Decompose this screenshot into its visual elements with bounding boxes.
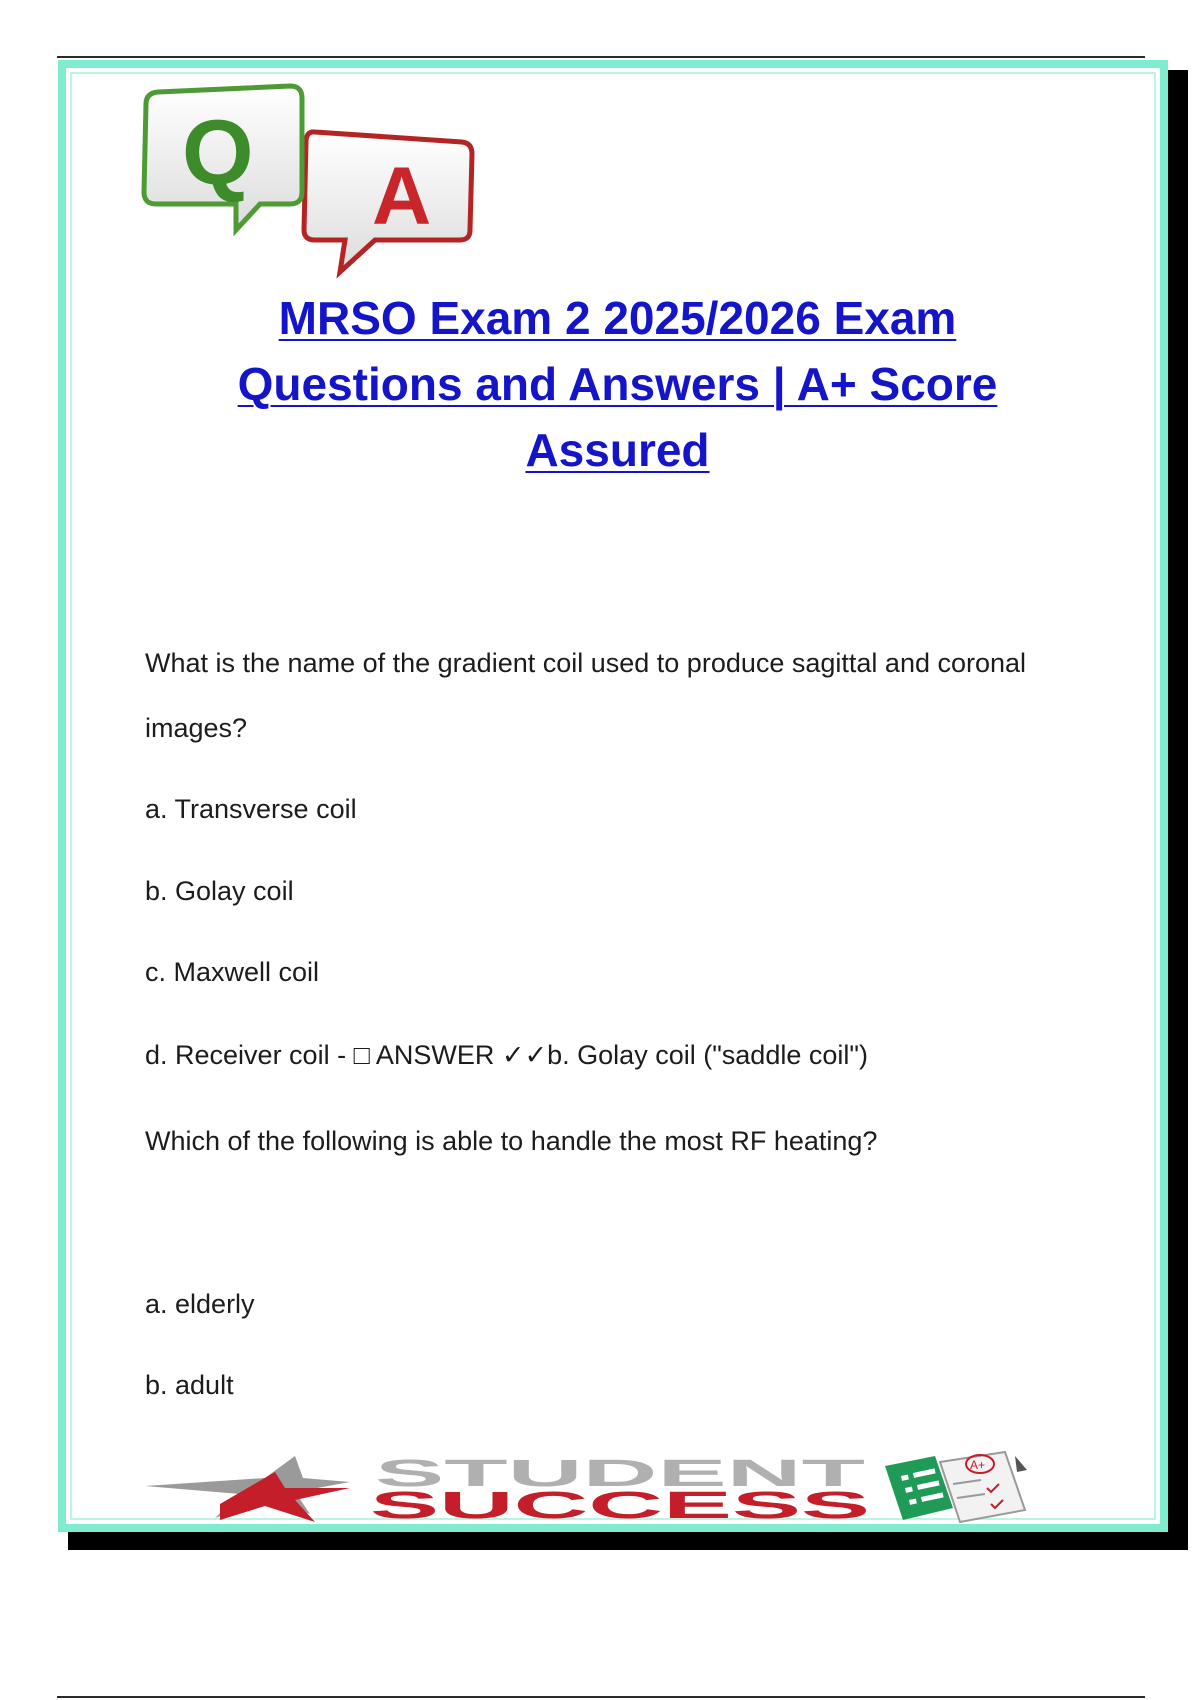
q-letter: Q bbox=[182, 102, 254, 204]
bottom-rule bbox=[57, 1696, 1145, 1698]
title-line-3: Assured bbox=[525, 424, 710, 476]
question-2-option-a: a. elderly bbox=[145, 1289, 255, 1319]
student-success-logo bbox=[145, 1448, 1090, 1528]
a-letter: A bbox=[372, 151, 432, 242]
question-1-option-d-answer: d. Receiver coil - □ ANSWER ✓✓b. Golay coil ("saddle coil") bbox=[145, 1040, 868, 1070]
brand-student: STUDENT bbox=[375, 1453, 865, 1495]
q-bubble bbox=[144, 86, 302, 230]
title-line-2: Questions and Answers | A+ Score bbox=[237, 358, 998, 410]
question-1-option-c: c. Maxwell coil bbox=[145, 957, 320, 987]
top-rule bbox=[57, 56, 1145, 58]
question-2-option-b: b. adult bbox=[145, 1370, 234, 1400]
question-1-option-a: a. Transverse coil bbox=[145, 794, 357, 824]
star-emblem-icon bbox=[145, 1456, 350, 1522]
question-2-text: Which of the following is able to handle the most RF heating? bbox=[145, 1126, 878, 1156]
graded-paper-icon bbox=[940, 1452, 1027, 1522]
title-line-1: MRSO Exam 2 2025/2026 Exam bbox=[278, 292, 957, 344]
brand-success: SUCCESS bbox=[370, 1485, 870, 1527]
grade-badge: A+ bbox=[970, 1458, 986, 1472]
document-title bbox=[150, 285, 1085, 483]
question-1-text-line-1: What is the name of the gradient coil used to produce sagittal and coronal bbox=[145, 648, 1027, 678]
a-bubble bbox=[304, 132, 472, 272]
question-1-option-b: b. Golay coil bbox=[145, 876, 294, 906]
question-1-text-line-2: images? bbox=[145, 713, 248, 743]
qa-logo bbox=[140, 80, 485, 285]
